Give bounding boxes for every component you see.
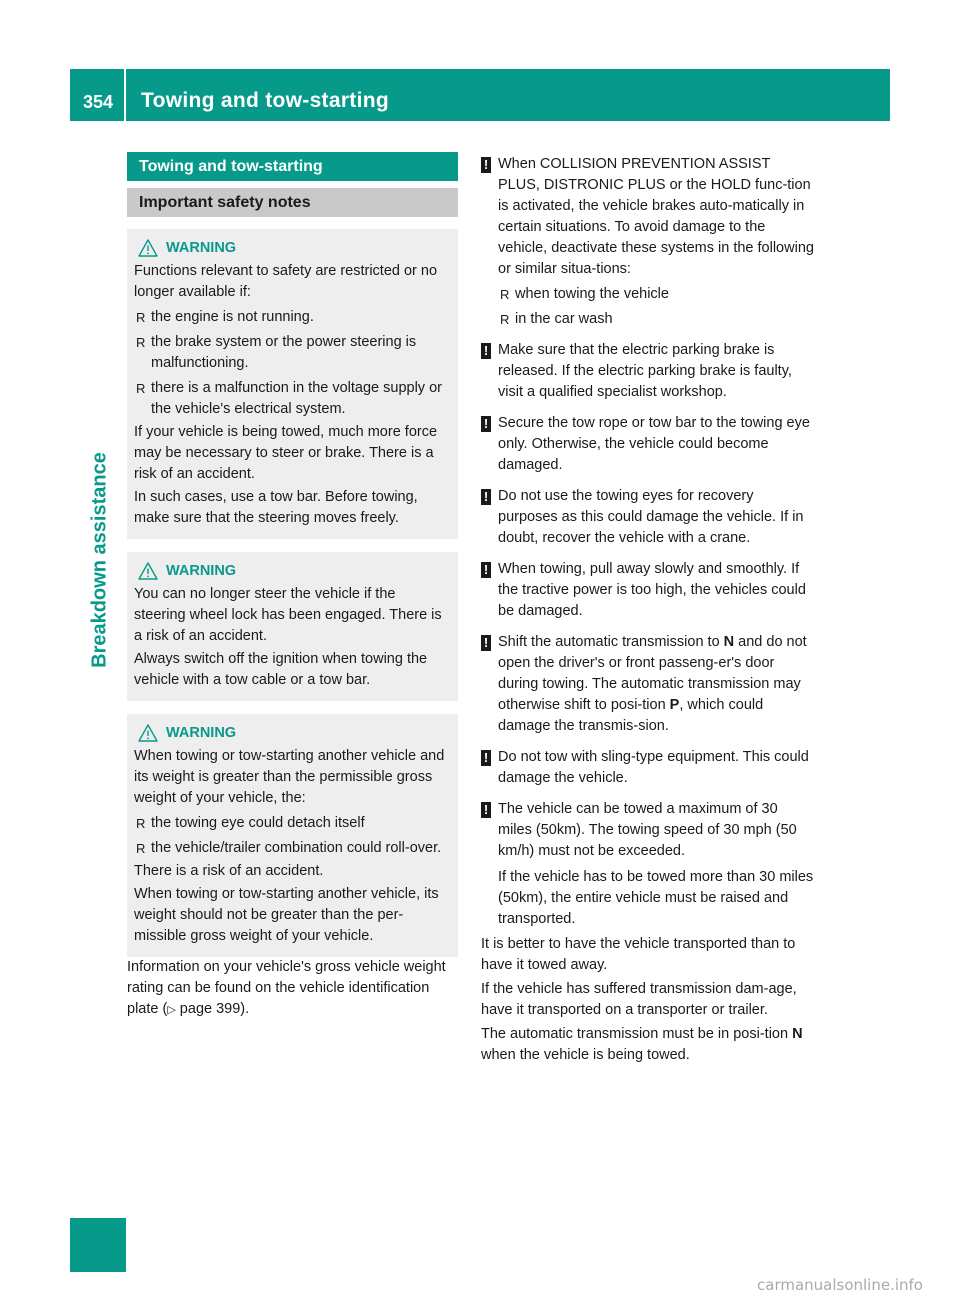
subsection-title: Important safety notes xyxy=(127,188,458,217)
list-item: R the towing eye could detach itself xyxy=(134,813,451,834)
info-paragraph: Information on your vehicle's gross vehicle weight rating can be found on the vehicle identification plate (▷ page 399). xyxy=(127,959,446,1017)
exclamation-icon: ! xyxy=(481,562,491,578)
warning-heading: WARNING xyxy=(134,237,451,259)
exclamation-icon: ! xyxy=(481,750,491,766)
right-column xyxy=(481,154,815,1066)
page-number: 354 xyxy=(83,92,114,112)
page-ref-arrow-icon: ▷ xyxy=(167,1004,176,1016)
notice-item: ! Do not use the towing eyes for recovery purposes as this could damage the vehicle. If in doubt, recover the vehicle with a crane. xyxy=(481,486,815,549)
exclamation-icon: ! xyxy=(481,635,491,651)
warning-text: Always switch off the ignition when towing the vehicle with a tow cable or a tow bar. xyxy=(134,651,428,688)
notice-item: ! Secure the tow rope or tow bar to the towing eye only. Otherwise, the vehicle could become damaged. xyxy=(481,413,815,476)
side-chapter-label: Breakdown assistance xyxy=(88,452,111,668)
notice-item: ! Do not tow with sling-type equipment. This could damage the vehicle. xyxy=(481,747,815,789)
warning-text: If your vehicle is being towed, much more force may be necessary to steer or brake. There is a risk of an accident. xyxy=(134,424,438,482)
notice-item: ! Make sure that the electric parking brake is released. If the electric parking brake is faulty, visit a qualified specialist workshop. xyxy=(481,340,815,403)
page-reference-link[interactable]: page 399). xyxy=(175,1001,250,1017)
warning-triangle-icon xyxy=(138,239,158,257)
bullet-icon: R xyxy=(500,287,510,302)
exclamation-icon: ! xyxy=(481,416,491,432)
warning-text: There is a risk of an accident. xyxy=(134,863,324,879)
list-item: R the brake system or the power steering is malfunctioning. xyxy=(136,334,417,371)
exclamation-icon: ! xyxy=(481,343,491,359)
warning-box-1 xyxy=(127,229,458,539)
bullet-icon: R xyxy=(136,816,146,831)
list-item: R there is a malfunction in the voltage supply or the vehicle's electrical system. xyxy=(136,380,442,417)
list-item: R in the car wash xyxy=(498,309,815,330)
bullet-icon: R xyxy=(500,312,510,327)
notice-item: ! When COLLISION PREVENTION ASSIST PLUS, DISTRONIC PLUS or the HOLD func-tion is activated, the vehicle brakes auto-matically in certain situations. To avoid damage to the vehicle, deactivate these systems in the following or similar situa-tions: R when towing the vehicle R in the car wash xyxy=(481,154,815,330)
list-item: R the vehicle/trailer combination could roll-over. xyxy=(134,838,451,859)
left-column xyxy=(127,152,458,1021)
watermark: carmanualsonline.info xyxy=(757,1276,923,1294)
body-paragraph: It is better to have the vehicle transported than to have it towed away. xyxy=(481,936,796,973)
list-item: R when towing the vehicle xyxy=(498,284,815,305)
list-item: R the engine is not running. xyxy=(134,307,451,328)
warning-text: When towing or tow-starting another vehicle, its weight should not be greater than the per-missible gross weight of your vehicle. xyxy=(134,886,439,944)
warning-triangle-icon xyxy=(138,562,158,580)
warning-heading: WARNING xyxy=(134,722,451,744)
warning-text: In such cases, use a tow bar. Before towing, make sure that the steering moves freely. xyxy=(134,489,418,526)
warning-box-2 xyxy=(127,552,458,701)
exclamation-icon: ! xyxy=(481,802,491,818)
warning-text: You can no longer steer the vehicle if the steering wheel lock has been engaged. There is a risk of an accident. xyxy=(134,586,442,644)
bullet-icon: R xyxy=(136,841,146,856)
exclamation-icon: ! xyxy=(481,489,491,505)
running-title: Towing and tow-starting xyxy=(141,89,389,112)
warning-heading: WARNING xyxy=(134,560,451,582)
notice-item: ! The vehicle can be towed a maximum of 30 miles (50km). The towing speed of 30 mph (50 km/h) must not be exceeded. If the vehicle has to be towed more than 30 miles (50km), the entire vehicle must be raised and transported. xyxy=(481,799,815,930)
bullet-icon: R xyxy=(136,310,146,325)
notice-item: ! Shift the automatic transmission to N and do not open the driver's or front passeng-er's door during towing. The automatic transmission may otherwise shift to posi-tion P, which could damage the transmis-sion. xyxy=(481,632,815,737)
section-title: Towing and tow-starting xyxy=(127,152,458,181)
warning-box-3 xyxy=(127,714,458,957)
bullet-icon: R xyxy=(136,335,146,350)
notice-item: ! When towing, pull away slowly and smoothly. If the tractive power is too high, the vehicles could be damaged. xyxy=(481,559,815,622)
warning-text: When towing or tow-starting another vehicle and its weight is greater than the permissible gross weight of your vehicle, the: xyxy=(134,748,445,806)
exclamation-icon: ! xyxy=(481,157,491,173)
warning-text: Functions relevant to safety are restricted or no longer available if: xyxy=(134,263,438,300)
body-paragraph: If the vehicle has suffered transmission dam-age, have it transported on a transporter or trailer. xyxy=(481,981,797,1018)
body-paragraph: The automatic transmission must be in posi-tion N when the vehicle is being towed. xyxy=(481,1026,803,1063)
side-tab-marker xyxy=(70,1218,126,1272)
bullet-icon: R xyxy=(136,381,146,396)
warning-triangle-icon xyxy=(138,724,158,742)
header-divider xyxy=(124,69,126,121)
